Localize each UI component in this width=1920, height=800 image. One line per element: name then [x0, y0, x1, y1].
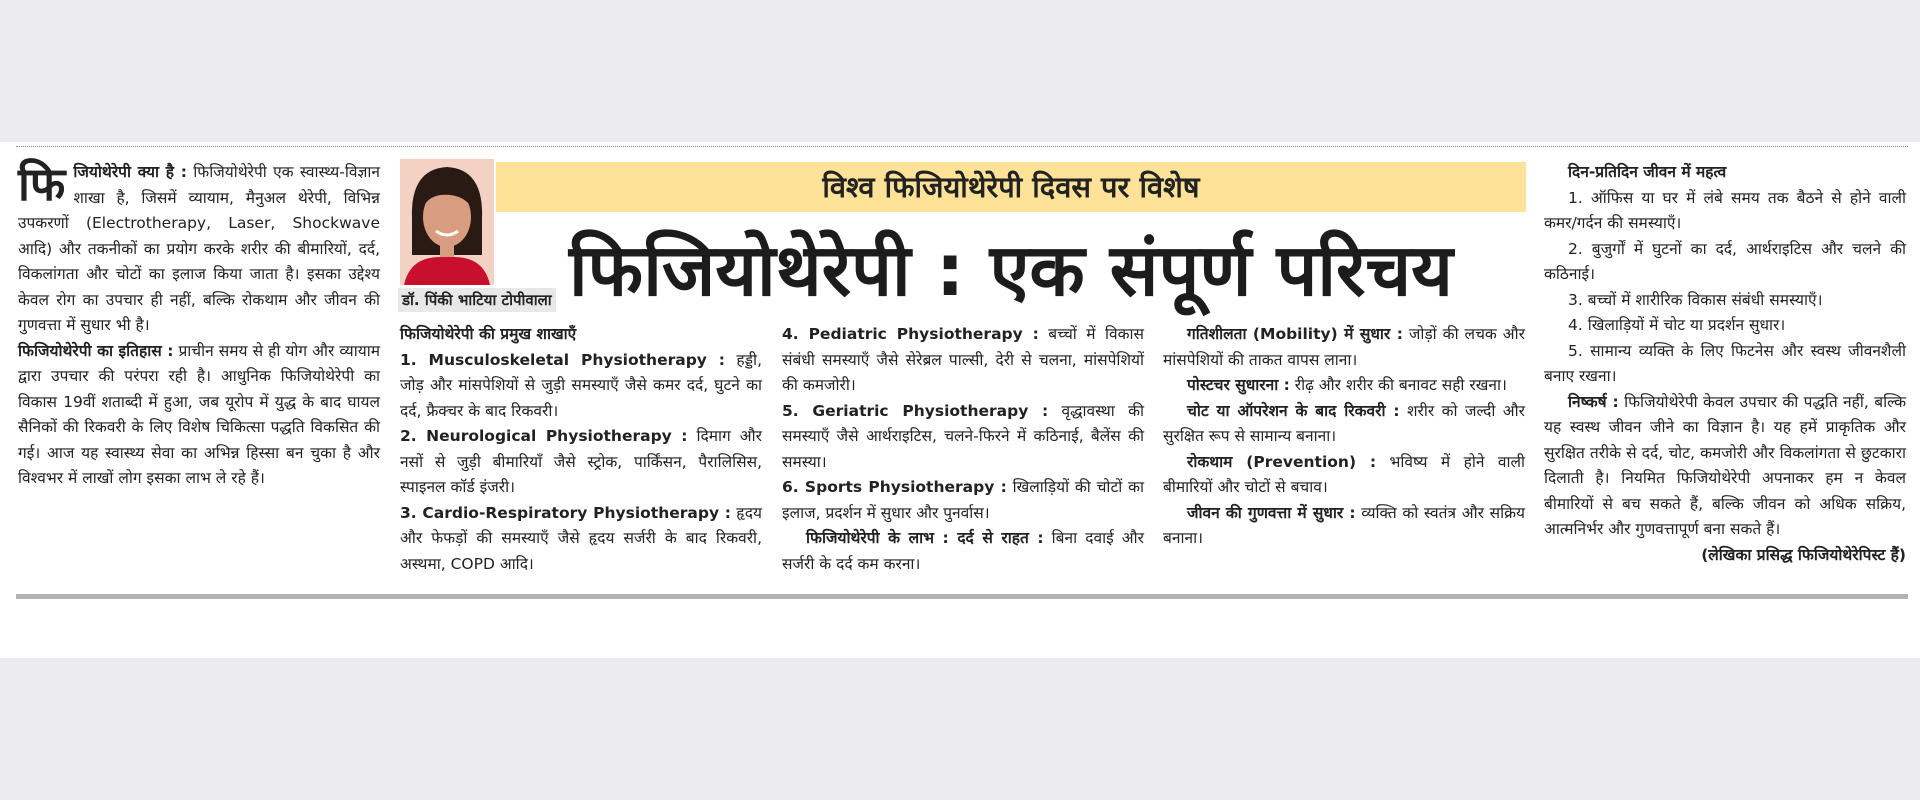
benefit-text: रीढ़ और शरीर की बनावट सही रखना। [1289, 376, 1507, 394]
benefit-title: जीवन की गुणवत्ता में सुधार : [1187, 503, 1356, 522]
column-intro [18, 157, 381, 492]
benefit-text: जोड़ों की लचक और मांसपेशियों की ताकत वापस लाना। [1163, 325, 1525, 369]
section-banner: विश्व फिजियोथेरेपी दिवस पर विशेष [496, 162, 1526, 212]
bottom-rule [16, 594, 1908, 599]
list-item: 1. ऑफिस या घर में लंबे समय तक बैठने से होने वाली कमर/गर्दन की समस्याएँ। [1544, 188, 1906, 232]
branch-text: दिमाग और नसों से जुड़ी बीमारियाँ जैसे स्ट्रोक, पार्किंसन, पैरालिसिस, स्पाइनल कॉर्ड इंजरी। [400, 427, 762, 496]
branch-text: खिलाड़ियों की चोटों का इलाज, प्रदर्शन में सुधार और पुनर्वास। [782, 478, 1144, 522]
benefits-heading: फिजियोथेरेपी के लाभ : दर्द से राहत : [806, 529, 1044, 547]
list-item: 2. बुजुर्गों में घुटनों का दर्द, आर्थराइटिस और चलने की कठिनाई। [1544, 239, 1906, 283]
benefit-title: पोस्टचर सुधारना : [1187, 376, 1290, 394]
top-rule [16, 146, 1908, 147]
list-item: 4. खिलाड़ियों में चोट या प्रदर्शन सुधार। [1568, 316, 1786, 334]
branch-title: 2. Neurological Physiotherapy : [400, 427, 688, 445]
branches-heading: फिजियोथेरेपी की प्रमुख शाखाएँ [400, 325, 577, 343]
branch-text: वृद्धावस्था की समस्याएँ जैसे आर्थराइटिस, चलने-फिरने में कठिनाई, बैलेंस की समस्या। [782, 401, 1145, 471]
intro-paragraph [18, 157, 381, 339]
column-daily-life [1544, 160, 1906, 568]
branch-title: 4. Pediatric Physiotherapy : [782, 325, 1039, 343]
history-heading: फिजियोथेरेपी का इतिहास : [18, 341, 174, 360]
branch-item [400, 424, 762, 501]
branch-text: बच्चों में विकास संबंधी समस्याएँ जैसे सेरेब्रल पाल्सी, देरी से चलना, मांसपेशियों की कमजोरी। [782, 325, 1144, 394]
benefit-title: चोट या ऑपरेशन के बाद रिकवरी : [1187, 401, 1400, 420]
branch-item [400, 348, 762, 425]
column-benefits [1163, 322, 1525, 552]
branch-item [400, 501, 762, 578]
benefit-title: गतिशीलता (Mobility) में सुधार : [1187, 325, 1403, 343]
benefit-item [1163, 501, 1525, 552]
author-caption: डॉ. पिंकी भाटिया टोपीवाला [398, 288, 556, 312]
benefit-item [1163, 322, 1525, 373]
benefit-title: रोकथाम (Prevention) : [1187, 452, 1377, 471]
branch-text: हृदय और फेफड़ों की समस्याएँ जैसे हृदय सर्जरी के बाद रिकवरी, अस्थमा, COPD आदि। [400, 503, 762, 573]
conclusion-heading: निष्कर्ष : [1568, 392, 1619, 411]
branch-title: 6. Sports Physiotherapy : [782, 478, 1007, 496]
benefit-item [1163, 399, 1525, 450]
benefit-text: भविष्य में होने वाली बीमारियों और चोटों से बचाव। [1163, 452, 1525, 496]
branch-title: 3. Cardio-Respiratory Physiotherapy : [400, 503, 731, 522]
benefit-text: शरीर को जल्दी और सुरक्षित रूप से सामान्य बनाना। [1163, 401, 1526, 445]
branch-title: 1. Musculoskeletal Physiotherapy : [400, 350, 725, 369]
history-paragraph [18, 339, 380, 492]
dropcap: फि [18, 157, 66, 211]
benefits-paragraph [782, 526, 1144, 577]
intro-text: फिजियोथेरेपी एक स्वास्थ्य-विज्ञान शाखा है, जिसमें व्यायाम, मैनुअल थेरेपी, विभिन्न उपकरणों (Electrotherapy, Laser, Shockwave आदि) और तकनीकों का प्रयोग करके शरीर की बीमारियों, दर्द, विकलांगता और चोटों का इलाज किया जाता है। इसका उद्देश्य केवल रोग का उपचार ही नहीं, बल्कि रोकथाम और जीवन की गुणवत्ता में सुधार भी है। [18, 163, 381, 334]
daily-life-heading: दिन-प्रतिदिन जीवन में महत्व [1568, 163, 1727, 181]
branch-title: 5. Geriatric Physiotherapy : [782, 401, 1049, 420]
author-portrait-icon [400, 159, 494, 285]
newspaper-article [0, 142, 1920, 658]
intro-heading: जियोथेरेपी क्या है : [73, 163, 187, 181]
branch-item [782, 475, 1144, 526]
branch-item [782, 399, 1144, 476]
list-item: 5. सामान्य व्यक्ति के लिए फिटनेस और स्वस्थ जीवनशैली बनाए रखना। [1544, 341, 1906, 385]
branch-text: हड्डी, जोड़ और मांसपेशियों से जुड़ी समस्याएँ जैसे कमर दर्द, घुटने का दर्द, फ्रैक्चर के बाद रिकवरी। [400, 350, 762, 420]
conclusion-paragraph [1544, 390, 1906, 564]
branch-item [782, 322, 1144, 399]
author-photo [400, 159, 494, 285]
column-branches-2 [782, 322, 1144, 577]
benefits-text: बिना दवाई और सर्जरी के दर्द कम करना। [782, 529, 1144, 573]
author-byline: (लेखिका प्रसिद्ध फिजियोथेरेपिस्ट हैं) [1701, 545, 1906, 564]
conclusion-text: फिजियोथेरेपी केवल उपचार की पद्धति नहीं, बल्कि यह स्वस्थ जीवन जीने का विज्ञान है। यह हमें प्राकृतिक और सुरक्षित तरीके से दर्द, चोट, कमजोरी और विकलांगता से छुटकारा दिलाती है। नियमित फिजियोथेरेपी अपनाकर हम न केवल बीमारियों से बच सकते हैं, बल्कि जीवन को अधिक सक्रिय, आत्मनिर्भर और गुणवत्तापूर्ण बना सकते हैं। [1544, 392, 1906, 538]
list-item: 3. बच्चों में शारीरिक विकास संबंधी समस्याएँ। [1568, 290, 1823, 309]
column-branches [400, 322, 762, 577]
benefit-item [1163, 373, 1525, 399]
benefit-item [1163, 450, 1525, 501]
page-title: फिजियोथेरेपी : एक संपूर्ण परिचय [569, 228, 1453, 312]
history-text: प्राचीन समय से ही योग और व्यायाम द्वारा उपचार की परंपरा रही है। आधुनिक फिजियोथेरेपी का विकास 19वीं शताब्दी में हुआ, जब यूरोप में युद्ध के बाद घायल सैनिकों की रिकवरी के लिए विशेष चिकित्सा पद्धति विकसित की गई। आज यह स्वास्थ्य सेवा का अभिन्न हिस्सा बन चुका है और विश्वभर में लाखों लोग इसका लाभ ले रहे हैं। [18, 341, 380, 487]
benefit-text: व्यक्ति को स्वतंत्र और सक्रिय बनाना। [1163, 503, 1525, 547]
